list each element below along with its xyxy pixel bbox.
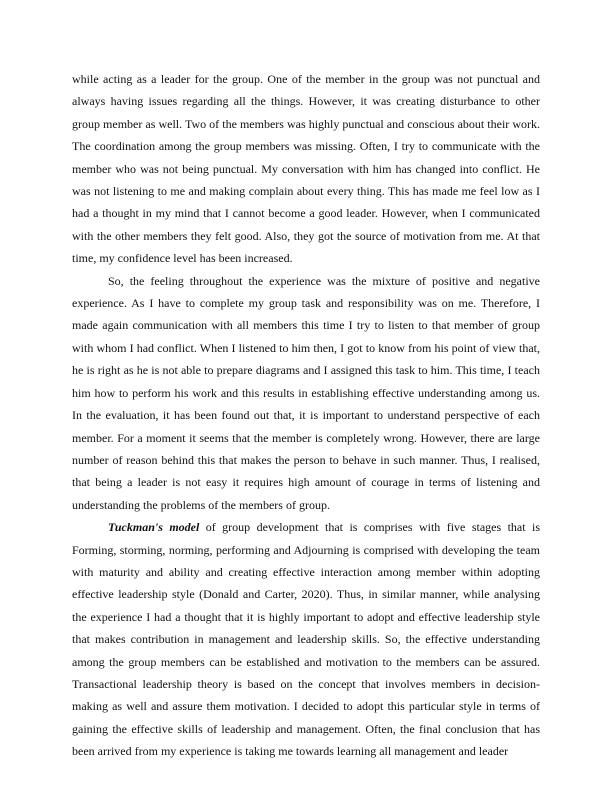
paragraph-1: while acting as a leader for the group. One of the member in the group was not punctual and always having issues regarding all the things. However, it was creating disturbance to other group member as well. Two of the members was highly punctual and conscious about their work. The coordination among the group members was missing. Often, I try to communicate with the member who was not being punctual. My conversation with him has changed into conflict. He was not listening to me and making complain about every thing. This has made me feel low as I had a thought in my mind that I cannot become a good leader. However, when I communicated with the other members they felt good. Also, they got the source of motivation from me. At that time, my confidence level has been increased. xyxy=(72,72,540,266)
document-page xyxy=(72,68,540,763)
paragraph-3-text: of group development that is comprises with five stages that is Forming, storming, norming, performing and Adjourning is comprised with developing the team with maturity and ability and creating effective interaction among member within adopting effective leadership style (Donald and Carter, 2020). Thus, in similar manner, while analysing the experience I had a thought that it is highly important to adopt and effective leadership style that makes contribution in management and leadership skills. So, the effective understanding among the group members can be established and motivation to the members can be assured. Transactional leadership theory is based on the concept that involves members in decision-making as well and assure them motivation. I decided to adopt this particular style in terms of gaining the effective skills of leadership and management. Often, the final conclusion that has been arrived from my experience is taking me towards learning all management and leader xyxy=(72,520,540,759)
paragraph-2: So, the feeling throughout the experience was the mixture of positive and negative experience. As I have to complete my group task and responsibility was on me. Therefore, I made again communication with all members this time I try to listen to that member of group with whom I had conflict. When I listened to him then, I got to know from his point of view that, he is right as he is not able to prepare diagrams and I assigned this task to him. This time, I teach him how to perform his work and this results in establishing effective understanding among us. In the evaluation, it has been found out that, it is important to understand perspective of each member. For a moment it seems that the member is completely wrong. However, there are large number of reason behind this that makes the person to behave in such manner. Thus, I realised, that being a leader is not easy it requires high amount of courage in terms of listening and understanding the problems of the members of group. xyxy=(72,273,540,512)
paragraph-3 xyxy=(72,516,540,762)
tuckman-model-term: Tuckman's model xyxy=(108,520,200,535)
